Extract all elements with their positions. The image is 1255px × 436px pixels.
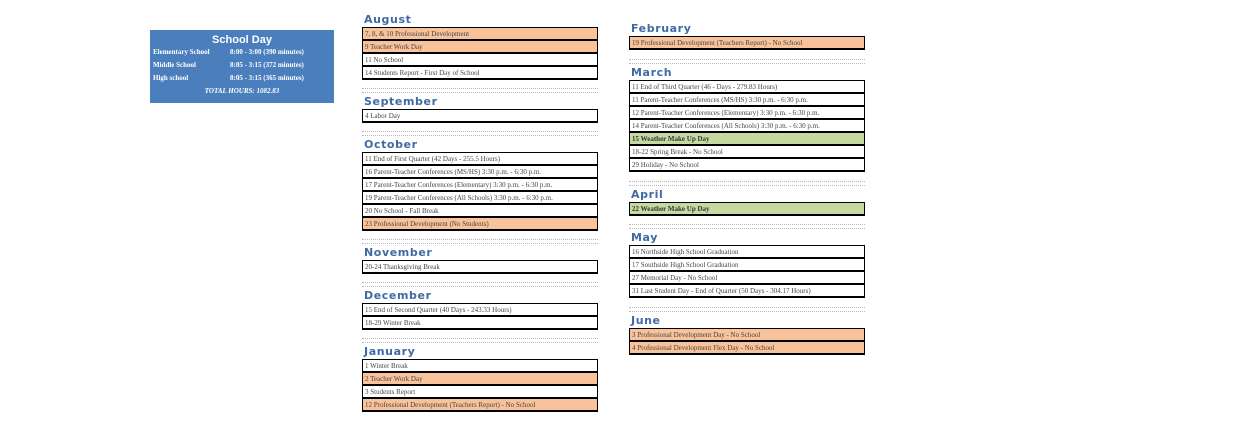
month-title: September: [364, 95, 438, 108]
event-row: 14 Parent-Teacher Conferences (All Schools) 3:30 p.m. - 6:30 p.m.: [630, 120, 864, 133]
school-level: Elementary School: [153, 48, 210, 56]
school-day-box: [150, 30, 334, 103]
event-row: 19 Professional Development (Teachers Report) - No School: [630, 37, 864, 50]
month-title: October: [364, 138, 418, 151]
event-list: [362, 109, 598, 123]
event-row: 31 Last Student Day - End of Quarter (50 Days - 304.17 Hours): [630, 285, 864, 298]
event-row: 11 Parent-Teacher Conferences (MS/HS) 3:30 p.m. - 6:30 p.m.: [630, 94, 864, 107]
event-row: 7, 8, & 10 Professional Development: [363, 28, 597, 41]
event-row: 23 Professional Development (No Students): [363, 218, 597, 231]
school-level: High school: [153, 74, 189, 82]
event-row: 17 Southside High School Graduation: [630, 259, 864, 272]
event-row: 4 Labor Day: [363, 110, 597, 123]
month-section: [629, 59, 865, 172]
month-divider: [362, 131, 598, 136]
calendar-column-right: [629, 22, 865, 355]
event-row: 20 No School - Fall Break: [363, 205, 597, 218]
school-time: 8:00 - 3:00 (390 minutes): [230, 48, 304, 56]
school-time: 8:05 - 3:15 (372 minutes): [230, 61, 304, 69]
school-level: Middle School: [153, 61, 196, 69]
event-row: 2 Teacher Work Day: [363, 373, 597, 386]
event-row: 27 Memorial Day - No School: [630, 272, 864, 285]
month-section: [362, 338, 598, 412]
month-section: [629, 181, 865, 216]
month-title: January: [364, 345, 416, 358]
event-list: [362, 359, 598, 412]
event-list: [362, 152, 598, 231]
event-row: 15 End of Second Quarter (40 Days - 243.33 Hours): [363, 304, 597, 317]
month-title: February: [631, 22, 692, 35]
month-divider: [362, 239, 598, 244]
month-section: [362, 13, 598, 80]
month-divider: [362, 282, 598, 287]
month-divider: [629, 59, 865, 64]
event-row: 3 Students Report: [363, 386, 597, 399]
calendar-column-left: [362, 13, 598, 412]
month-title: August: [364, 13, 412, 26]
month-title: April: [631, 188, 664, 201]
month-divider: [629, 224, 865, 229]
month-title: May: [631, 231, 659, 244]
event-row: 18-29 Winter Break: [363, 317, 597, 330]
month-divider: [362, 88, 598, 93]
event-row: 1 Winter Break: [363, 360, 597, 373]
month-title: November: [364, 246, 433, 259]
month-title: March: [631, 66, 673, 79]
month-divider: [629, 307, 865, 312]
month-divider: [362, 338, 598, 343]
event-row: 22 Weather Make Up Day: [630, 203, 864, 216]
event-row: 14 Students Report - First Day of School: [363, 67, 597, 80]
event-list: [362, 27, 598, 80]
school-time: 8:05 - 3:15 (365 minutes): [230, 74, 304, 82]
event-list: [362, 303, 598, 330]
event-row: 12 Parent-Teacher Conferences (Elementary) 3:30 p.m. - 6:30 p.m.: [630, 107, 864, 120]
event-row: 19 Parent-Teacher Conferences (All Schools) 3:30 p.m. - 6:30 p.m.: [363, 192, 597, 205]
event-row: 20-24 Thanksgiving Break: [363, 261, 597, 274]
event-row: 17 Parent-Teacher Conferences (Elementary) 3:30 p.m. - 6:30 p.m.: [363, 179, 597, 192]
event-list: [362, 260, 598, 274]
event-row: 11 End of Third Quarter (46 - Days - 279.83 Hours): [630, 81, 864, 94]
school-day-row: [150, 46, 334, 59]
month-section: [362, 239, 598, 274]
month-section: [362, 88, 598, 123]
event-list: [629, 202, 865, 216]
event-row: 29 Holiday - No School: [630, 159, 864, 172]
event-list: [629, 36, 865, 50]
school-day-title: School Day: [212, 34, 272, 46]
event-row: 15 Weather Make Up Day: [630, 133, 864, 146]
event-list: [629, 328, 865, 355]
event-row: 16 Northside High School Graduation: [630, 246, 864, 259]
month-section: [629, 307, 865, 355]
month-section: [629, 22, 865, 50]
event-row: 11 End of First Quarter (42 Days - 255.5 Hours): [363, 153, 597, 166]
event-row: 9 Teacher Work Day: [363, 41, 597, 54]
event-row: 16 Parent-Teacher Conferences (MS/HS) 3:30 p.m. - 6:30 p.m.: [363, 166, 597, 179]
school-day-row: [150, 59, 334, 72]
school-day-row: [150, 72, 334, 85]
month-section: [629, 224, 865, 298]
event-row: 3 Professional Development Day - No School: [630, 329, 864, 342]
month-title: December: [364, 289, 432, 302]
event-list: [629, 80, 865, 172]
event-row: 11 No School: [363, 54, 597, 67]
total-hours: TOTAL HOURS: 1082.83: [204, 87, 280, 95]
event-row: 12 Professional Development (Teachers Report) - No School: [363, 399, 597, 412]
month-section: [362, 131, 598, 231]
event-row: 18-22 Spring Break - No School: [630, 146, 864, 159]
event-list: [629, 245, 865, 298]
event-row: 4 Professional Development Flex Day - No School: [630, 342, 864, 355]
month-divider: [629, 181, 865, 186]
month-title: June: [631, 314, 661, 327]
month-section: [362, 282, 598, 330]
